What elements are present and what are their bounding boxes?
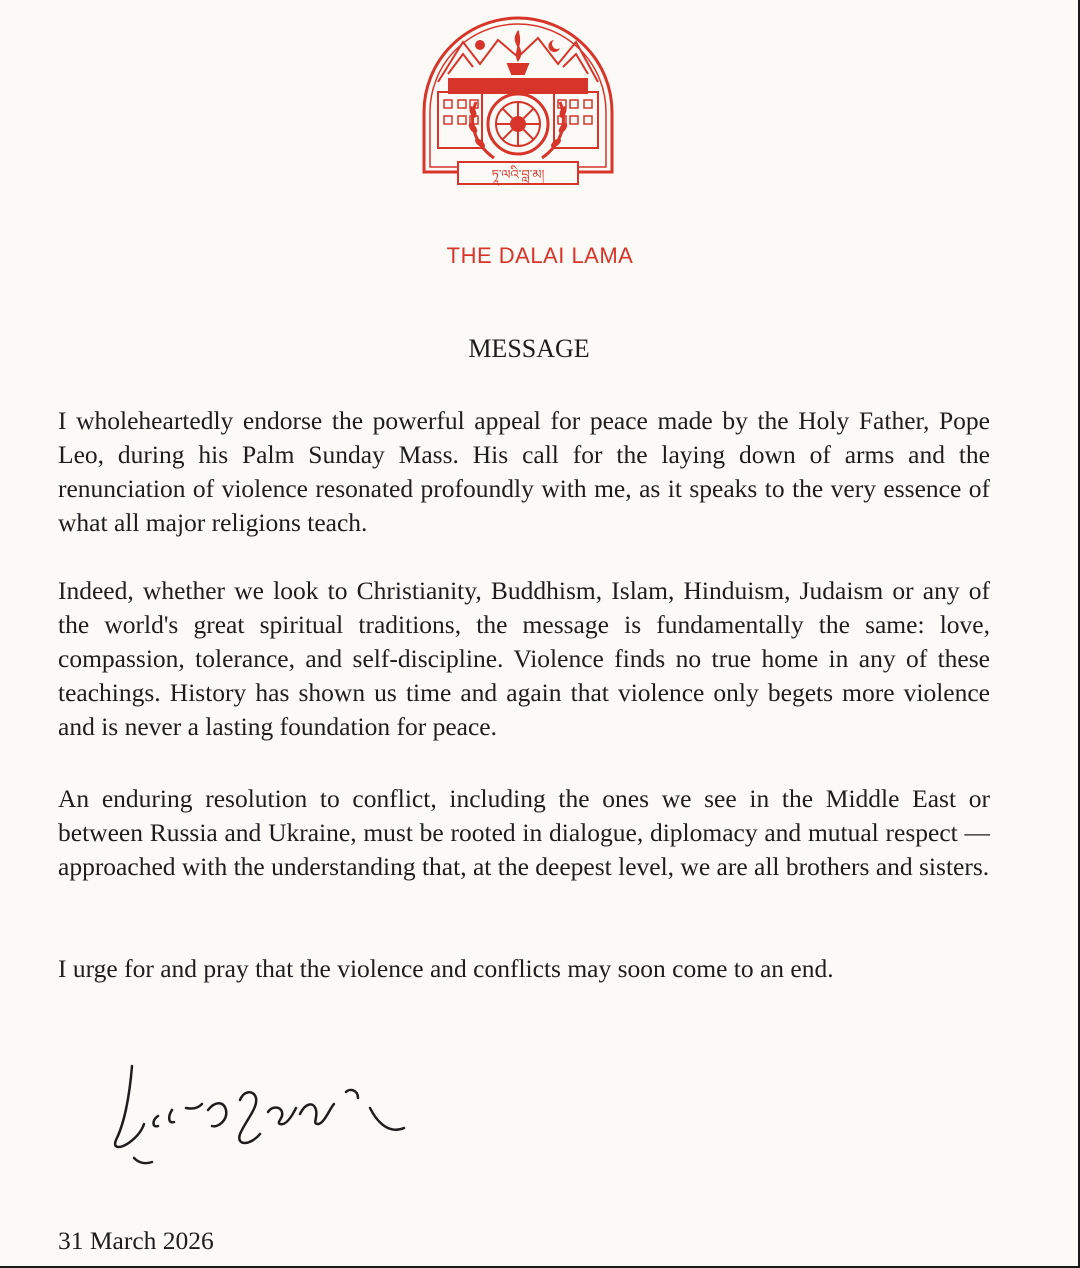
message-heading: MESSAGE (468, 334, 590, 363)
seal-script: ཏཱ་ལའི་བླ་མ། (491, 168, 545, 183)
letter-date: 31 March 2026 (58, 1226, 214, 1255)
handwritten-signature-icon (100, 1050, 420, 1180)
dalai-lama-seal-icon (418, 12, 618, 198)
paragraph-1: I wholeheartedly endorse the powerful appeal for peace made by the Holy Father, Pope Leo, during his Palm Sunday Mass. His call for the laying down of arms and the renunciation of violence resonated profoundly with me, as it speaks to the very essence of what all major religions teach. (58, 406, 990, 537)
paragraph-3: An enduring resolution to conflict, including the ones we see in the Middle East or between Russia and Ukraine, must be rooted in dialogue, diplomacy and mutual respect — approached with the understanding that, at the deepest level, we are all brothers and sisters. (58, 784, 990, 881)
paragraph-2: Indeed, whether we look to Christianity, Buddhism, Islam, Hinduism, Judaism or any of the world's great spiritual traditions, the message is fundamentally the same: love, compassion, tolerance, and self-discipline. Violence finds no true home in any of these teachings. History has shown us time and again that violence only begets more violence and is never a lasting foundation for peace. (58, 576, 990, 741)
letterhead-title: THE DALAI LAMA (446, 243, 634, 268)
paragraph-4: I urge for and pray that the violence and conflicts may soon come to an end. (58, 954, 834, 983)
